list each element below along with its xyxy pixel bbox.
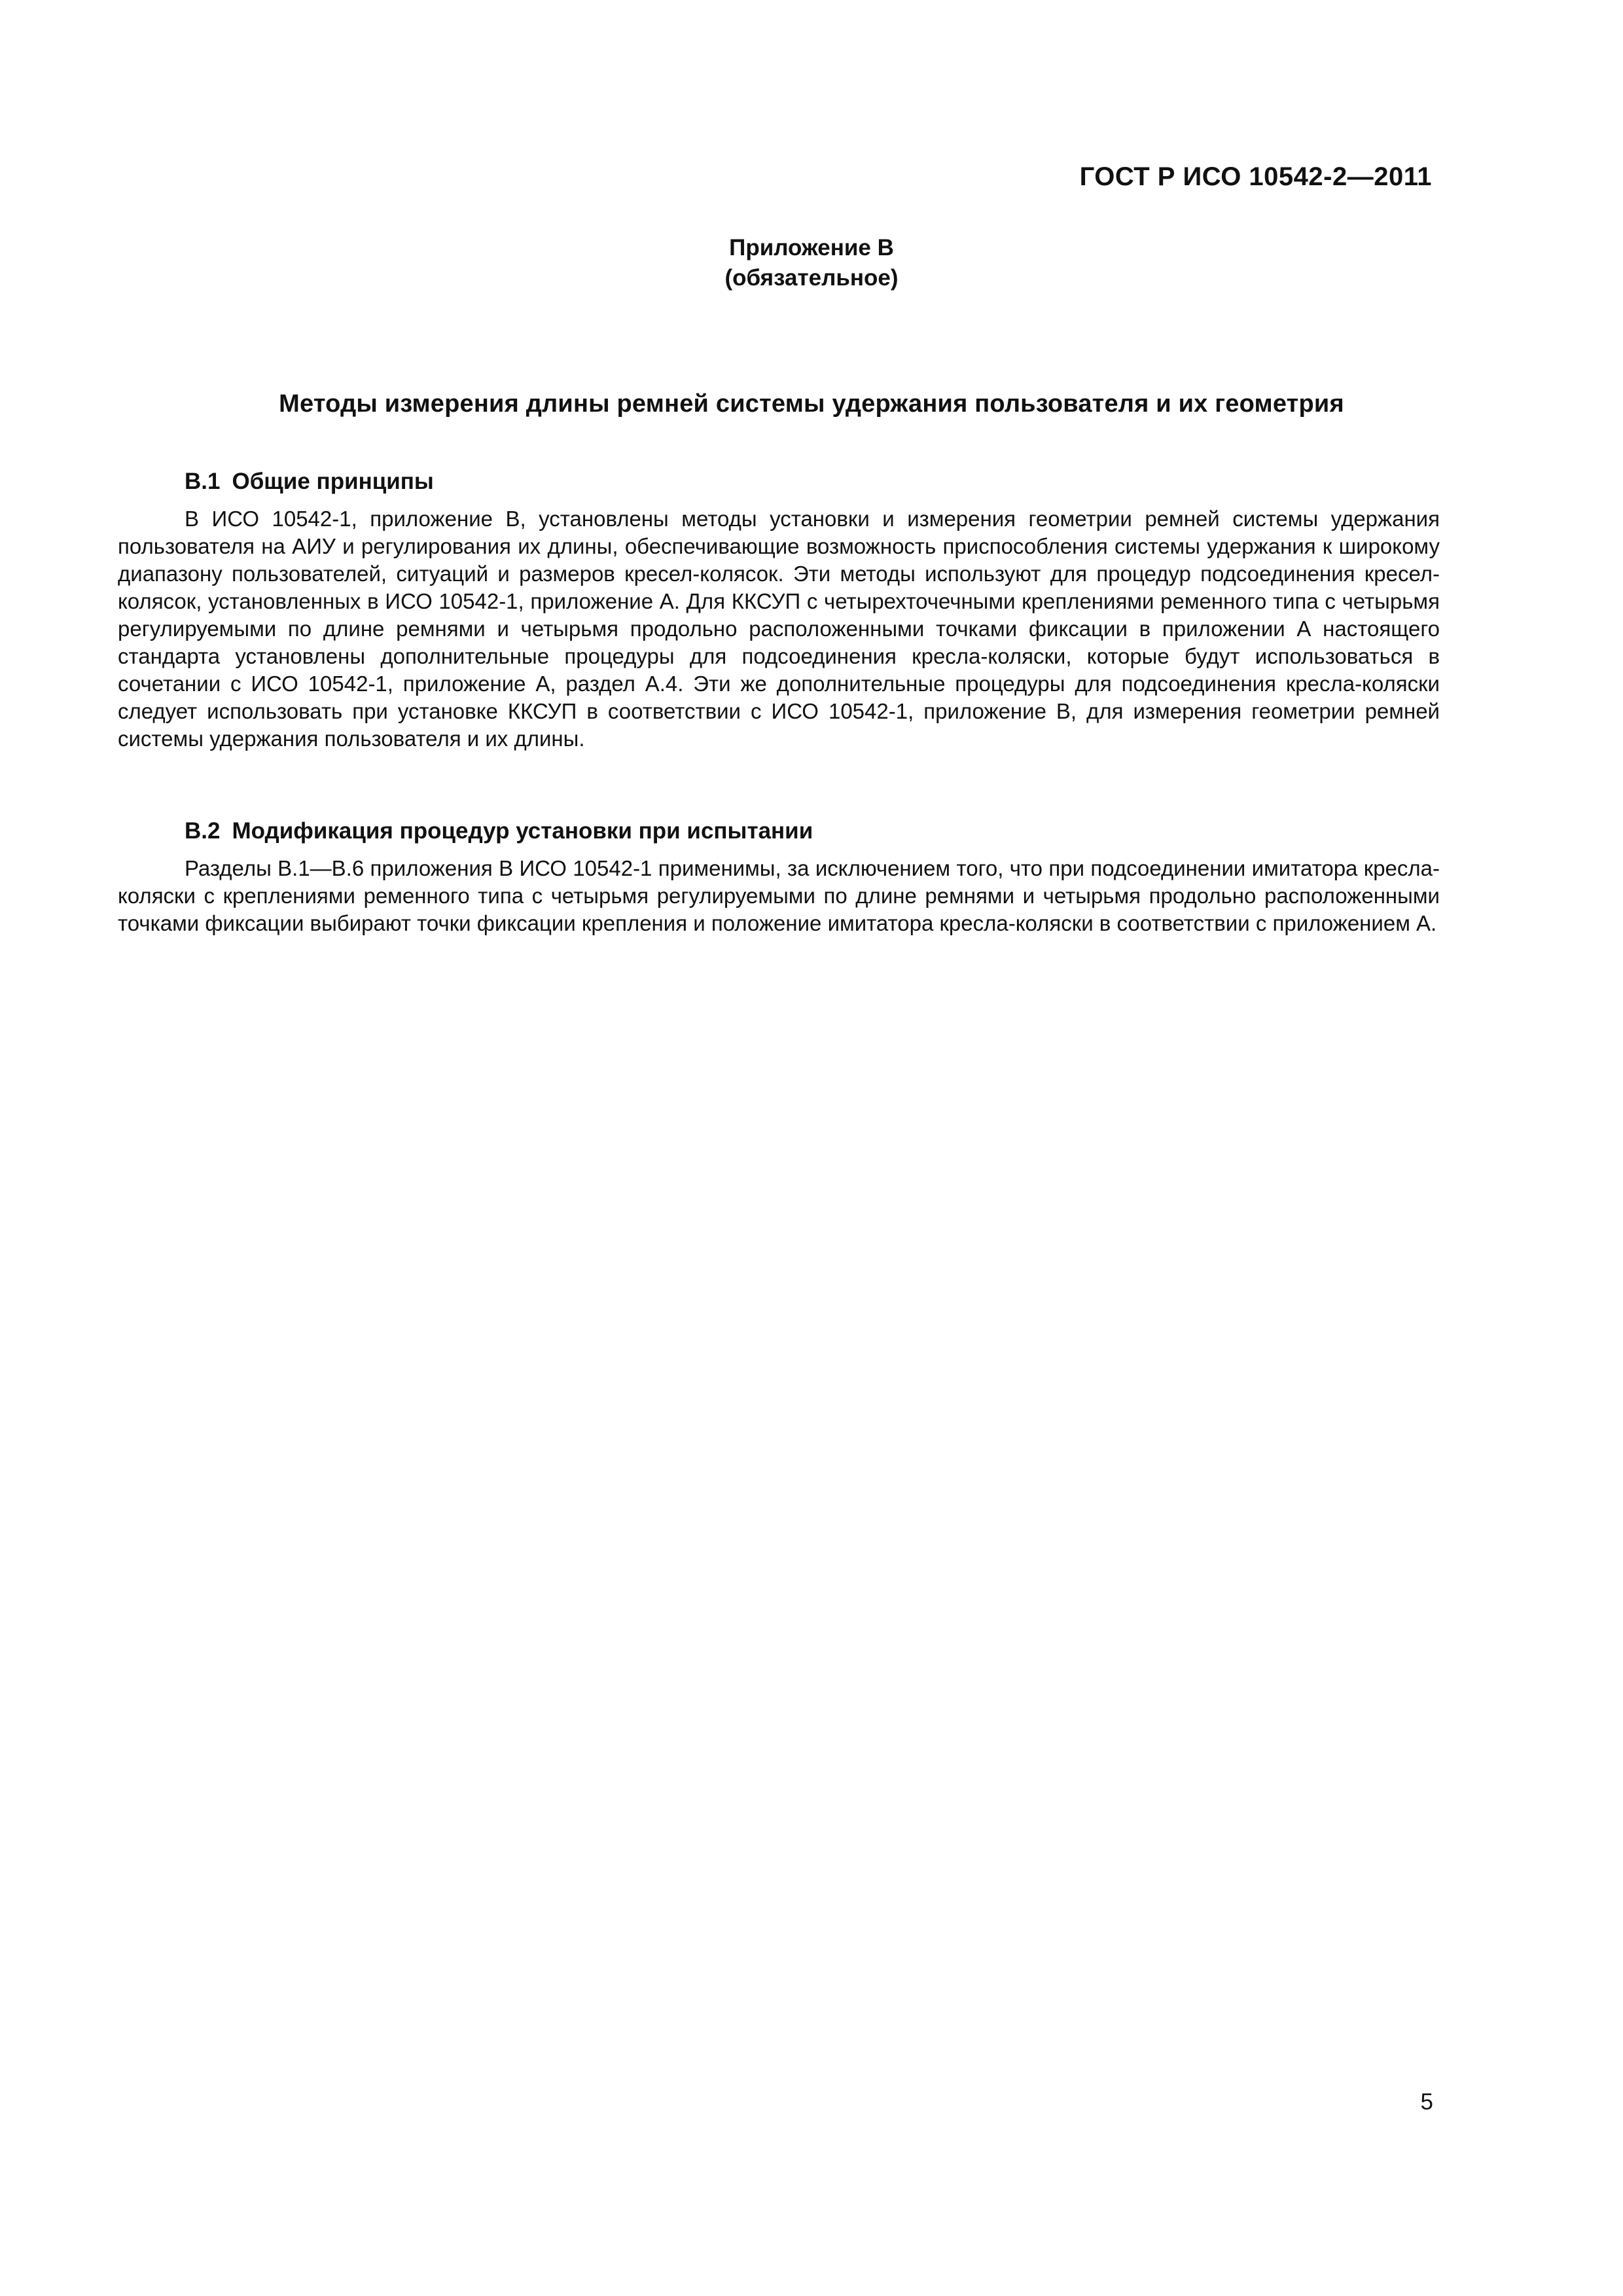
section-heading-b1	[185, 469, 434, 495]
section-heading-b2	[185, 818, 813, 844]
appendix-title: Методы измерения длины ремней системы удержания пользователя и их геометрия	[279, 390, 1344, 418]
section-number: В.1	[185, 469, 221, 494]
document-code: ГОСТ Р ИСО 10542-2—2011	[1079, 162, 1432, 191]
paragraph: Разделы В.1—В.6 приложения В ИСО 10542-1 применимы, за исключением того, что при подсоединении имитатора кресла-коляски с креплениями ременного типа с четырьмя регулируемыми по длине ремнями и четырьмя продольно расположенными точками фиксации выбирают точки фиксации крепления и положение имитатора кресла-коляски в соответствии с приложением А.	[118, 856, 1440, 935]
section-body-b1	[118, 505, 1440, 753]
appendix-status: (обязательное)	[724, 265, 899, 291]
paragraph: В ИСО 10542-1, приложение В, установлены методы установки и измерения геометрии ремней системы удержания пользователя на АИУ и регулирования их длины, обеспечивающие возможность приспособления системы удержания к широкому диапазону пользователей, ситуаций и размеров кресел-колясок. Эти методы используют для процедур подсоединения кресел-колясок, установленных в ИСО 10542-1, приложение А. Для ККСУП с четырехточечными креплениями ременного типа с четырьмя регулируемыми по длине ремнями и четырьмя продольно расположенными точками фиксации в приложении А настоящего стандарта установлены дополнительные процедуры для подсоединения кресла-коляски, которые будут использоваться в сочетании с ИСО 10542-1, приложение А, раздел А.4. Эти же дополнительные процедуры для подсоединения кресла-коляски следует использовать при установке ККСУП в соответствии с ИСО 10542-1, приложение В, для измерения геометрии ремней системы удержания пользователя и их длины.	[118, 507, 1440, 751]
page-number: 5	[1420, 2089, 1433, 2115]
appendix-header	[0, 233, 1623, 293]
section-title: Модификация процедур установки при испытании	[232, 818, 813, 844]
section-body-b2	[118, 855, 1440, 937]
section-title: Общие принципы	[232, 469, 434, 494]
appendix-label: Приложение В	[729, 235, 894, 260]
section-number: В.2	[185, 818, 221, 844]
